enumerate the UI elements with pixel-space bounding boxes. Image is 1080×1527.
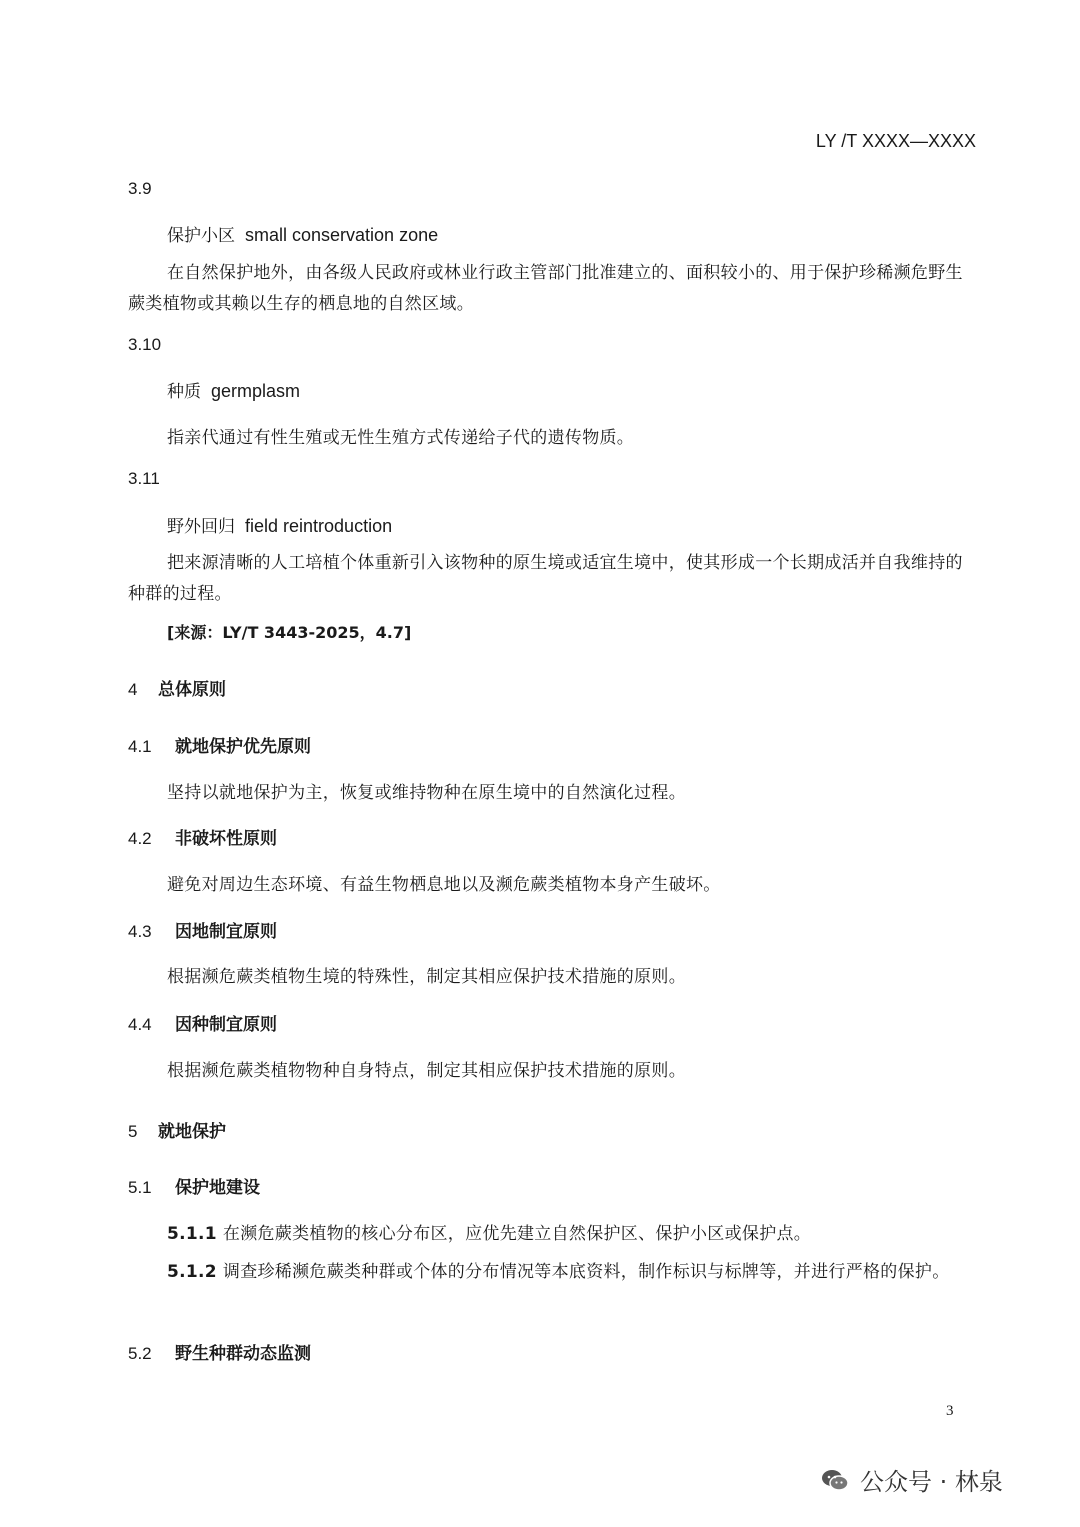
term-number: 3.11 bbox=[128, 469, 160, 488]
term-definition: 在自然保护地外，由各级人民政府或林业行政主管部门批准建立的、面积较小的、用于保护珍稀濒危野生蕨类植物或其赖以生存的栖息地的自然区域。 bbox=[128, 263, 963, 314]
subsection-heading: 4.4 因种制宜原则 bbox=[128, 1015, 277, 1035]
watermark-text: 公众号 · 林泉 bbox=[860, 1468, 1003, 1496]
subsection-heading: 4.2 非破坏性原则 bbox=[128, 829, 277, 849]
term-heading bbox=[167, 221, 438, 246]
term-cn: 保护小区 bbox=[167, 226, 235, 246]
clause: 5.1.1 在濒危蕨类植物的核心分布区，应优先建立自然保护区、保护小区或保护点。 bbox=[167, 1224, 812, 1244]
subsection-heading: 5.2 野生种群动态监测 bbox=[128, 1344, 311, 1364]
section-heading: 4 总体原则 bbox=[128, 680, 226, 700]
term-cn: 种质 bbox=[167, 382, 201, 402]
term-source: [来源：LY/T 3443-2025，4.7] bbox=[167, 623, 412, 642]
subsection-heading: 4.3 因地制宜原则 bbox=[128, 922, 277, 942]
subsection-heading: 4.1 就地保护优先原则 bbox=[128, 737, 311, 757]
watermark bbox=[820, 1462, 1003, 1497]
term-definition: 指亲代通过有性生殖或无性生殖方式传递给子代的遗传物质。 bbox=[167, 428, 635, 448]
wechat-icon bbox=[820, 1468, 850, 1492]
subsection-text: 坚持以就地保护为主，恢复或维持物种在原生境中的自然演化过程。 bbox=[167, 783, 686, 803]
subsection-text: 避免对周边生态环境、有益生物栖息地以及濒危蕨类植物本身产生破坏。 bbox=[167, 875, 721, 895]
term-number: 3.10 bbox=[128, 335, 162, 354]
page-number: 3 bbox=[946, 1403, 954, 1419]
term-en: field reintroduction bbox=[245, 516, 393, 536]
subsection-text: 根据濒危蕨类植物物种自身特点，制定其相应保护技术措施的原则。 bbox=[167, 1061, 686, 1081]
term-definition: 把来源清晰的人工培植个体重新引入该物种的原生境或适宜生境中，使其形成一个长期成活并自我维持的种群的过程。 bbox=[128, 553, 963, 604]
standard-number: LY /T XXXX—XXXX bbox=[815, 131, 976, 151]
term-cn: 野外回归 bbox=[167, 517, 235, 537]
term-en: small conservation zone bbox=[245, 225, 439, 245]
subsection-text: 根据濒危蕨类植物生境的特殊性，制定其相应保护技术措施的原则。 bbox=[167, 967, 686, 987]
section-heading: 5 就地保护 bbox=[128, 1122, 226, 1142]
subsection-heading: 5.1 保护地建设 bbox=[128, 1178, 260, 1198]
clause: 5.1.2 调查珍稀濒危蕨类种群或个体的分布情况等本底资料，制作标识与标牌等，并进行严格的保护。 bbox=[167, 1262, 950, 1282]
term-number: 3.9 bbox=[128, 179, 152, 198]
term-heading bbox=[167, 377, 300, 402]
term-en: germplasm bbox=[211, 381, 301, 401]
term-heading bbox=[167, 512, 392, 537]
